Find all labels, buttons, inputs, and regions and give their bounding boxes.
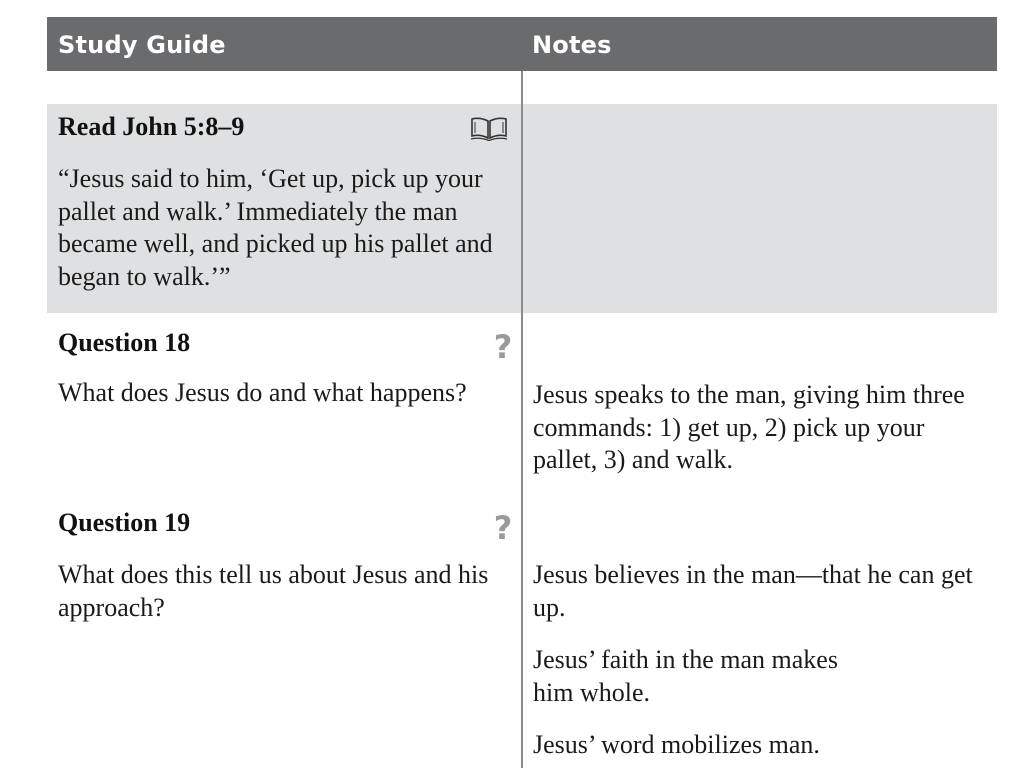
question-19-note-1: Jesus believes in the man—that he can get up. bbox=[533, 560, 973, 622]
question-19-note-3: Jesus’ word mobilizes man. bbox=[533, 730, 820, 759]
question-mark-icon: ? bbox=[493, 328, 513, 366]
table-header bbox=[47, 17, 997, 71]
reading-passage: “Jesus said to him, ‘Get up, pick up your pallet and walk.’ Immediately the man became well, and picked up his pallet and began to walk.’” bbox=[58, 164, 493, 291]
question-18-title: Question 18 bbox=[58, 328, 191, 357]
book-icon bbox=[470, 115, 508, 141]
question-mark-icon: ? bbox=[493, 509, 513, 547]
study-guide-column-header: Study Guide bbox=[58, 31, 226, 59]
column-divider bbox=[521, 71, 523, 768]
question-19-title: Question 19 bbox=[58, 508, 191, 537]
question-19-prompt: What does this tell us about Jesus and his approach? bbox=[58, 560, 489, 622]
question-19-note-2: Jesus’ faith in the man makes him whole. bbox=[533, 645, 838, 707]
reading-title: Read John 5:8–9 bbox=[58, 112, 245, 141]
notes-column-header: Notes bbox=[532, 31, 612, 59]
question-18-note: Jesus speaks to the man, giving him three commands: 1) get up, 2) pick up your pallet, 3) and walk. bbox=[533, 380, 965, 474]
question-18-prompt: What does Jesus do and what happens? bbox=[58, 378, 467, 407]
